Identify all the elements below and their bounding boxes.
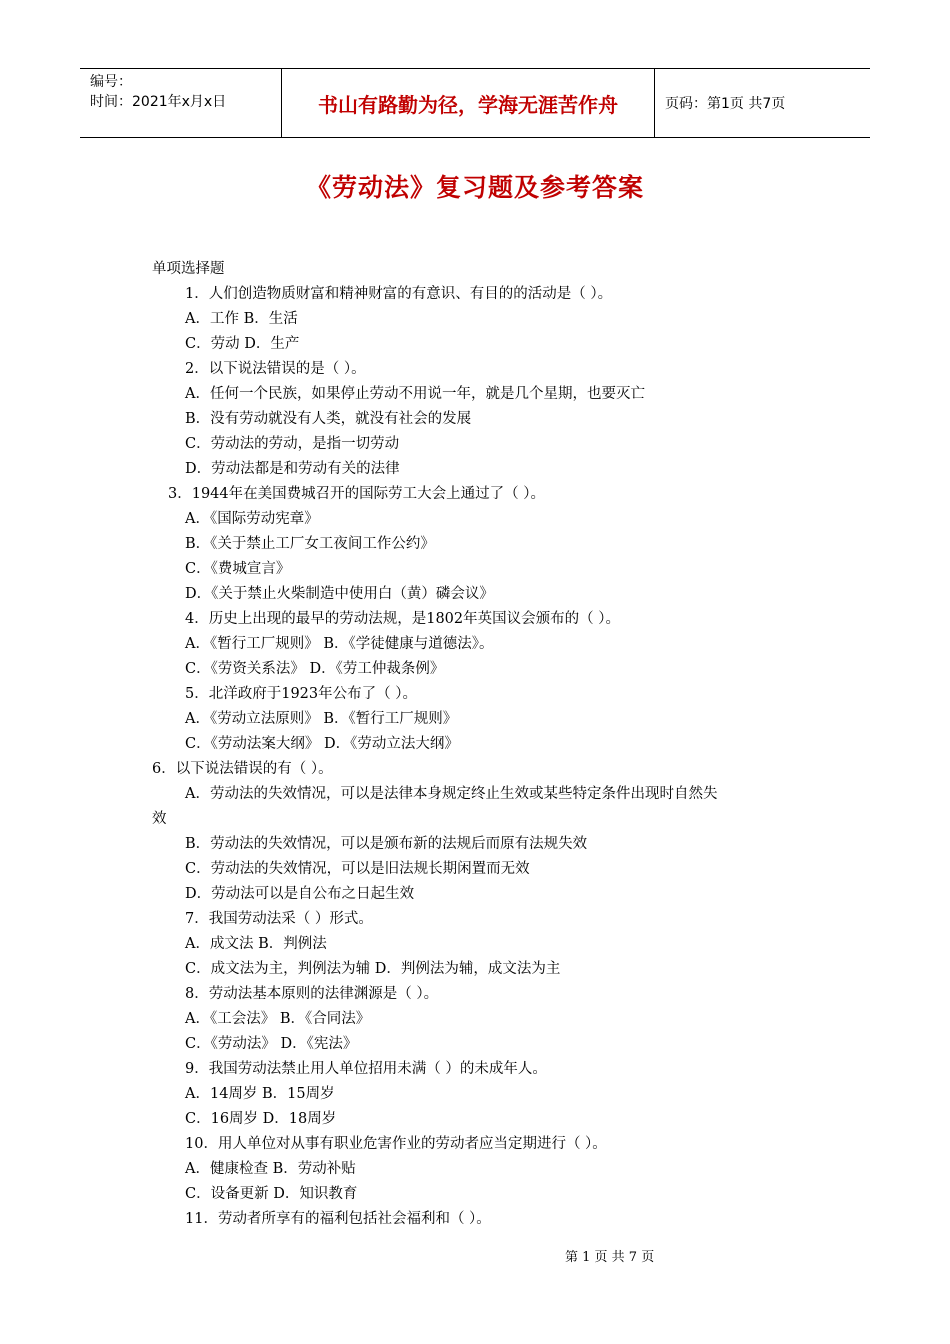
- text-line: 3．1944年在美国费城召开的国际劳工大会上通过了（ ）。: [168, 486, 545, 502]
- text-line: B．劳动法的失效情况，可以是颁布新的法规后而原有法规失效: [185, 836, 588, 852]
- header-meta: [80, 69, 282, 137]
- text-line: 7．我国劳动法采（ ）形式。: [185, 911, 373, 927]
- text-line: C．《劳资关系法》 D．《劳工仲裁条例》: [185, 661, 445, 677]
- page-footer: 第 1 页 共 7 页: [565, 1250, 655, 1265]
- text-line: B．《关于禁止工厂女工夜间工作公约》: [185, 536, 435, 552]
- text-line: C．劳动法的失效情况，可以是旧法规长期闲置而无效: [185, 861, 530, 877]
- section-heading: 单项选择题: [152, 261, 225, 277]
- text-line: A．劳动法的失效情况，可以是法律本身规定终止生效或某些特定条件出现时自然失: [185, 786, 718, 802]
- text-line: 1．人们创造物质财富和精神财富的有意识、有目的的活动是（ ）。: [185, 286, 613, 302]
- text-line: D．劳动法可以是自公布之日起生效: [185, 886, 415, 902]
- text-line: 2．以下说法错误的是（ ）。: [185, 361, 366, 377]
- text-line: A．《劳动立法原则》 B．《暂行工厂规则》: [185, 711, 458, 727]
- time-label: 时间：2021年x月x日: [90, 94, 227, 110]
- text-line: D．劳动法都是和劳动有关的法律: [185, 461, 400, 477]
- page-header: [80, 68, 870, 138]
- text-line: C．《劳动法案大纲》 D．《劳动立法大纲》: [185, 736, 459, 752]
- text-line: 4．历史上出现的最早的劳动法规，是1802年英国议会颁布的（ ）。: [185, 611, 620, 627]
- text-line: C．劳动法的劳动，是指一切劳动: [185, 436, 400, 452]
- text-line: C．16周岁 D．18周岁: [185, 1111, 337, 1127]
- text-line: 11．劳动者所享有的福利包括社会福利和（ ）。: [185, 1211, 491, 1227]
- header-motto: 书山有路勤为径，学海无涯苦作舟: [282, 69, 655, 137]
- text-line: A．工作 B．生活: [185, 311, 298, 327]
- text-line: C．设备更新 D．知识教育: [185, 1186, 358, 1202]
- text-line: A．《暂行工厂规则》 B．《学徒健康与道德法》。: [185, 636, 494, 652]
- number-label: 编号：: [90, 74, 132, 90]
- text-line: 6．以下说法错误的有（ ）。: [152, 761, 333, 777]
- text-line: A．健康检查 B．劳动补贴: [185, 1161, 356, 1177]
- text-line: A．《工会法》 B．《合同法》: [185, 1011, 371, 1027]
- text-line: 8．劳动法基本原则的法律渊源是（ ）。: [185, 986, 439, 1002]
- header-page-label: 页码：第1页 共7页: [665, 96, 786, 112]
- text-line: 5．北洋政府于1923年公布了（ ）。: [185, 686, 417, 702]
- text-line: C．劳动 D．生产: [185, 336, 300, 352]
- text-line: A．成文法 B．判例法: [185, 936, 327, 952]
- document-title: 《劳动法》复习题及参考答案: [305, 173, 644, 202]
- text-line: 10．用人单位对从事有职业危害作业的劳动者应当定期进行（ ）。: [185, 1136, 607, 1152]
- text-line: 9．我国劳动法禁止用人单位招用未满（ ）的未成年人。: [185, 1061, 547, 1077]
- text-line: C．《劳动法》 D．《宪法》: [185, 1036, 358, 1052]
- text-line: A．任何一个民族，如果停止劳动不用说一年，就是几个星期，也要灭亡: [185, 386, 645, 402]
- text-line: 效: [152, 811, 167, 827]
- text-line: A．《国际劳动宪章》: [185, 511, 319, 527]
- text-line: D．《关于禁止火柴制造中使用白（黄）磷会议》: [185, 586, 494, 602]
- text-line: C．《费城宣言》: [185, 561, 291, 577]
- text-line: C．成文法为主，判例法为辅 D．判例法为辅，成文法为主: [185, 961, 561, 977]
- text-line: B．没有劳动就没有人类，就没有社会的发展: [185, 411, 472, 427]
- text-line: A．14周岁 B．15周岁: [185, 1086, 335, 1102]
